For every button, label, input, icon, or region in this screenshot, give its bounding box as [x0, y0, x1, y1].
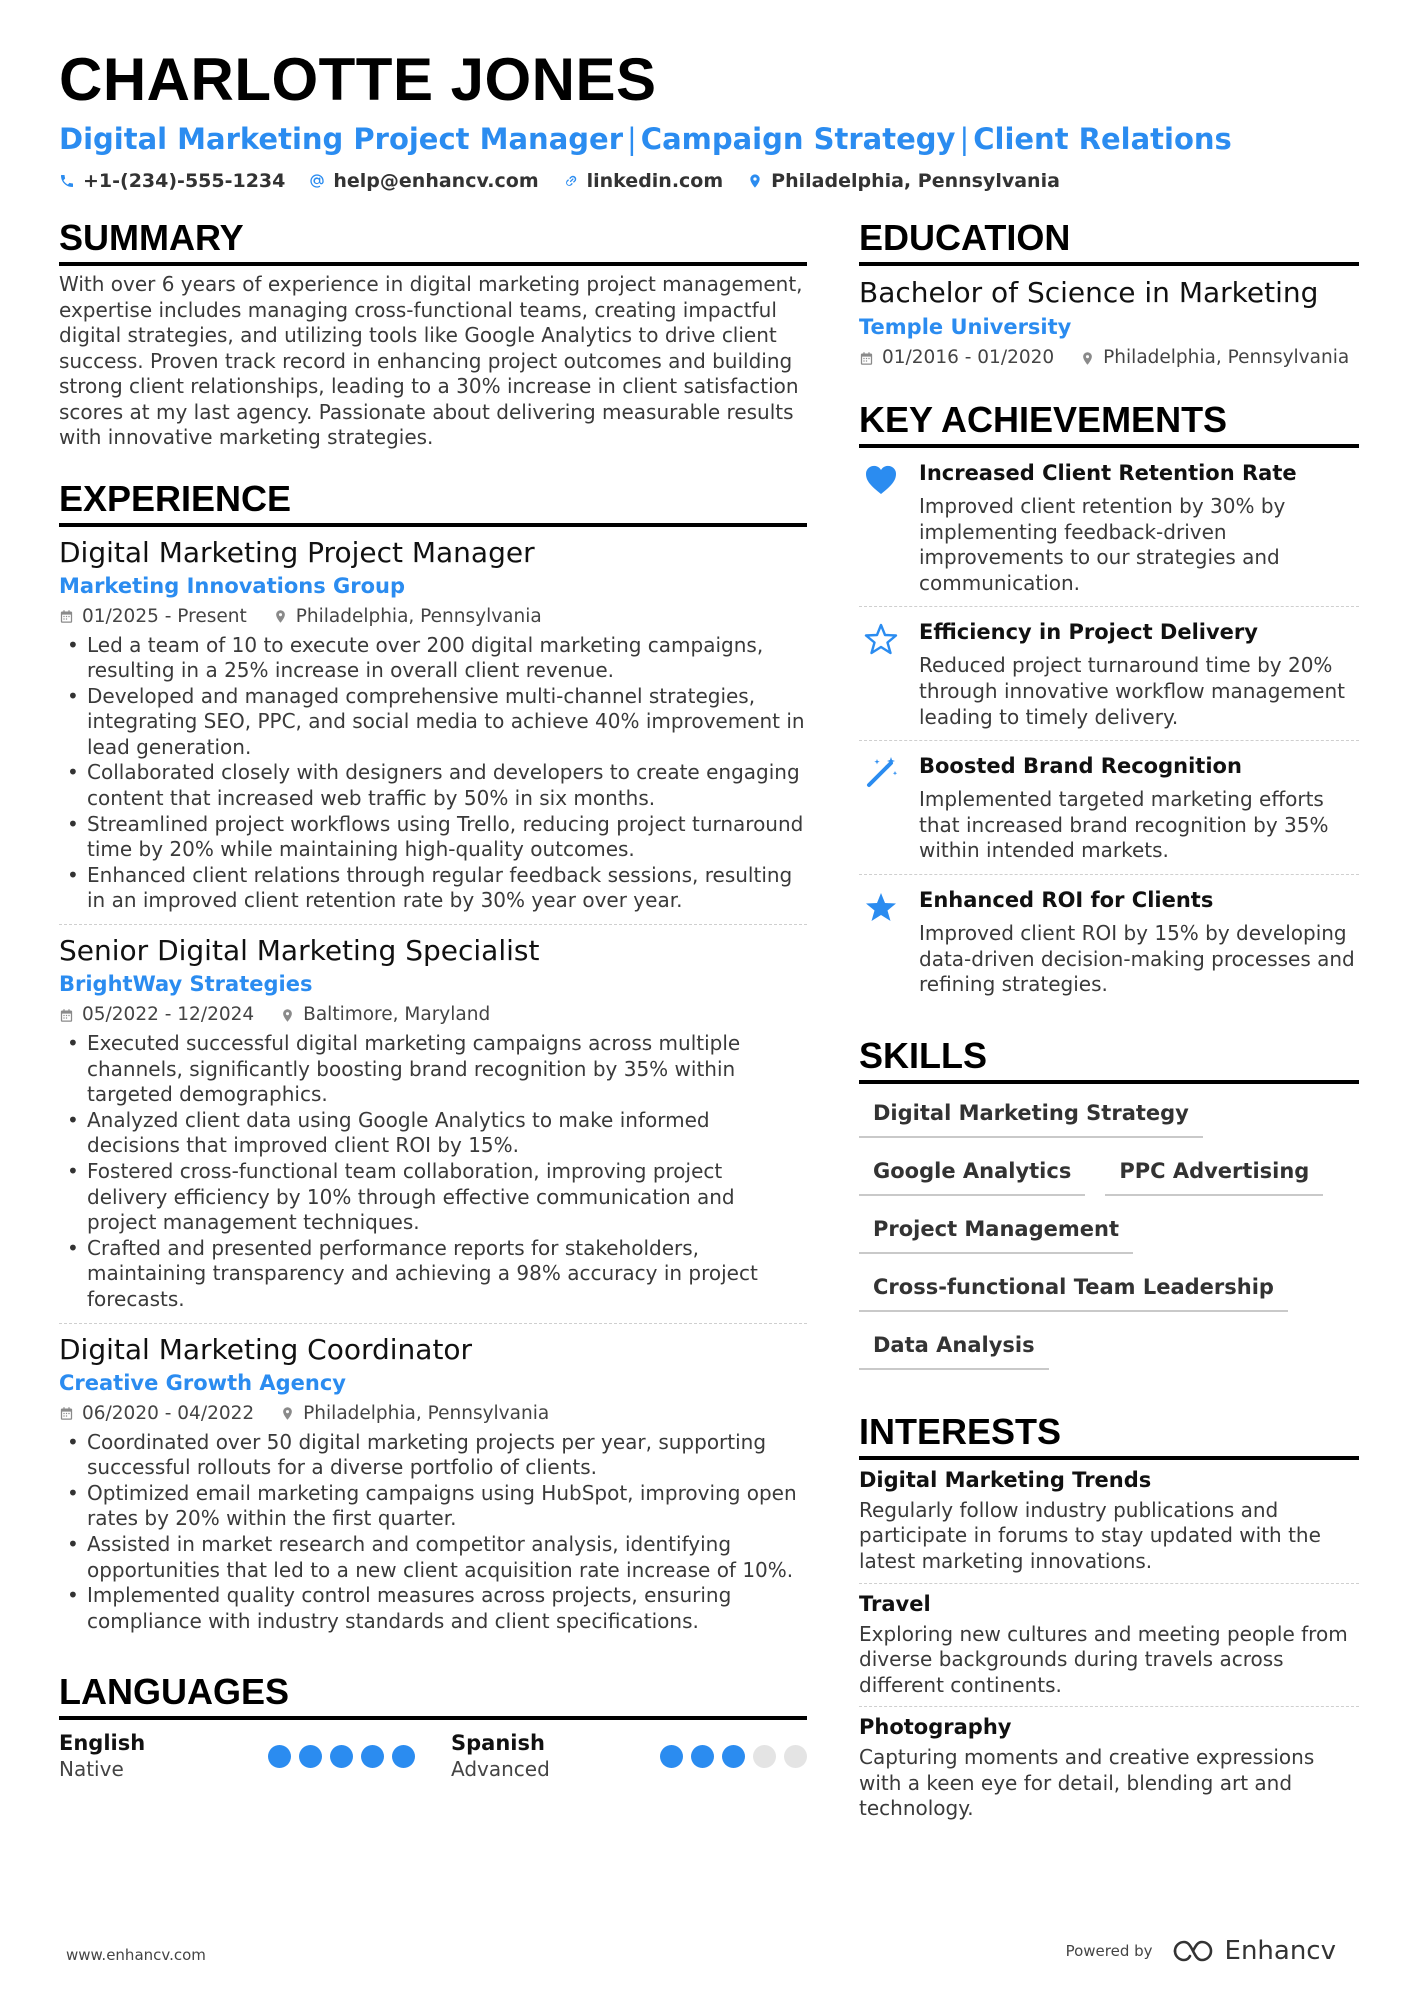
job-location-text: Philadelphia, Pennsylvania	[295, 605, 542, 627]
achievement-body	[919, 887, 1359, 998]
job-location-text: Philadelphia, Pennsylvania	[303, 1402, 550, 1424]
achievement-title: Enhanced ROI for Clients	[919, 887, 1214, 912]
job-bullets	[59, 633, 807, 915]
interest-item	[859, 1584, 1359, 1708]
star-outline-icon	[863, 621, 899, 657]
candidate-name: CHARLOTTE JONES	[59, 46, 657, 113]
headline-role: Digital Marketing Project Manager	[59, 122, 623, 156]
section-title-summary: SUMMARY	[59, 216, 807, 266]
map-pin-icon	[280, 1008, 295, 1023]
job-dates	[59, 603, 247, 631]
job-bullet: • Executed successful digital marketing campaigns across multiple channels, significantly boosting brand recognition by 35% within targeted demographics.	[59, 1031, 807, 1108]
rating-dot	[691, 1745, 714, 1768]
job-title: Digital Marketing Project Manager	[59, 535, 535, 569]
interest-desc: Capturing moments and creative expressions with a keen eye for detail, blending art and technology.	[859, 1745, 1315, 1821]
experience-section	[59, 477, 807, 1645]
interest-desc: Regularly follow industry publications and participate in forums to stay updated with the latest marketing innovations.	[859, 1497, 1321, 1573]
skill-tag: Digital Marketing Strategy	[859, 1094, 1203, 1138]
achievement-icon-wrap	[859, 753, 903, 864]
language-item	[59, 1730, 415, 1782]
footer-website[interactable]: www.enhancv.com	[66, 1946, 206, 1964]
languages-list	[59, 1730, 807, 1782]
job-meta	[59, 1400, 807, 1428]
summary-text: With over 6 years of experience in digital marketing project management, expertise includes managing cross-functional teams, creating impactful digital strategies, and utilizing tools like Google Analytics to drive client success. Proven track record in enhancing project outcomes and building strong client relationships, leading to a 30% increase in client satisfaction scores at my last agency. Passionate about delivering measurable results with innovative marketing strategies.	[59, 272, 803, 449]
job-bullet: • Fostered cross-functional team collaboration, improving project delivery efficiency by 10% through effective communication and project management techniques.	[59, 1159, 807, 1236]
achievement-item	[859, 875, 1359, 1008]
achievement-title: Efficiency in Project Delivery	[919, 620, 1258, 645]
brand-name: Enhancv	[1224, 1936, 1336, 1966]
headline	[59, 120, 1351, 158]
contact-bar	[59, 170, 1351, 192]
company-name[interactable]: BrightWay Strategies	[59, 972, 313, 997]
education-location-text: Philadelphia, Pennsylvania	[1103, 347, 1350, 368]
language-item	[451, 1730, 807, 1782]
job-bullet: • Assisted in market research and competitor analysis, identifying opportunities that led to a new client acquisition rate increase of 10%.	[59, 1532, 807, 1583]
language-info	[59, 1730, 145, 1782]
interest-item	[859, 1460, 1359, 1584]
job-dates-text: 06/2020 - 04/2022	[82, 1402, 255, 1424]
section-title-languages: LANGUAGES	[59, 1670, 807, 1720]
powered-by-text: Powered by	[1065, 1942, 1153, 1960]
skills-section	[859, 1034, 1359, 1384]
achievement-desc: Reduced project turnaround time by 20% through innovative workflow management leading to timely delivery.	[919, 653, 1345, 729]
job-dates-text: 01/2025 - Present	[82, 605, 247, 627]
job-title: Digital Marketing Coordinator	[59, 1332, 473, 1366]
phone-number: +1-(234)-555-1234	[83, 170, 286, 192]
experience-list	[59, 527, 807, 1645]
calendar-icon	[59, 1008, 74, 1023]
star-filled-icon	[863, 889, 899, 925]
calendar-icon	[59, 1406, 74, 1421]
skill-tag: Project Management	[859, 1210, 1133, 1254]
skills-list	[859, 1094, 1359, 1384]
interest-title: Travel	[859, 1591, 931, 1616]
map-pin-icon	[1080, 351, 1095, 366]
resume-header	[59, 44, 1351, 192]
achievement-title: Boosted Brand Recognition	[919, 754, 1242, 779]
rating-dot	[753, 1745, 776, 1768]
languages-section	[59, 1670, 807, 1782]
section-title-skills: SKILLS	[859, 1034, 1359, 1084]
at-sign-icon	[309, 173, 325, 189]
achievement-item	[859, 741, 1359, 875]
rating-dot	[361, 1745, 384, 1768]
achievement-body	[919, 753, 1359, 864]
section-title-education: EDUCATION	[859, 216, 1359, 266]
job-bullet: • Developed and managed comprehensive multi-channel strategies, integrating SEO, PPC, and social media to achieve 40% improvement in lead generation.	[59, 684, 807, 761]
job-location	[273, 603, 542, 631]
headline-focus-1: Campaign Strategy	[640, 122, 956, 156]
contact-location	[747, 170, 1060, 192]
email-address: help@enhancv.com	[333, 170, 539, 192]
job-dates	[59, 1400, 254, 1428]
language-name: English	[59, 1731, 146, 1756]
map-pin-icon	[747, 173, 763, 189]
education-dates-text: 01/2016 - 01/2020	[882, 347, 1055, 368]
job-meta	[59, 1001, 807, 1029]
achievement-desc: Improved client retention by 30% by implementing feedback-driven improvements to our strategies and communication.	[919, 494, 1286, 595]
job-bullet: • Optimized email marketing campaigns using HubSpot, improving open rates by 20% within the first quarter.	[59, 1481, 807, 1532]
education-dates	[859, 344, 1054, 372]
achievement-body	[919, 619, 1359, 730]
location-text: Philadelphia, Pennsylvania	[771, 170, 1060, 192]
job-location	[280, 1400, 549, 1428]
job-title: Senior Digital Marketing Specialist	[59, 934, 540, 968]
job-dates	[59, 1001, 254, 1029]
contact-phone[interactable]	[59, 170, 285, 192]
language-name: Spanish	[451, 1731, 545, 1756]
website-link: linkedin.com	[586, 170, 724, 192]
section-title-achievements: KEY ACHIEVEMENTS	[859, 398, 1359, 448]
job-bullet: • Analyzed client data using Google Analytics to make informed decisions that improved client ROI by 15%.	[59, 1108, 807, 1159]
achievement-item	[859, 607, 1359, 741]
headline-separator: |	[627, 122, 637, 156]
language-rating	[660, 1745, 807, 1768]
section-title-experience: EXPERIENCE	[59, 477, 807, 527]
achievement-desc: Implemented targeted marketing efforts that increased brand recognition by 35% within intended markets.	[919, 787, 1329, 863]
section-title-interests: INTERESTS	[859, 1410, 1359, 1460]
achievement-title: Increased Client Retention Rate	[919, 461, 1297, 485]
job-bullet: • Led a team of 10 to execute over 200 digital marketing campaigns, resulting in a 25% increase in overall client revenue.	[59, 633, 807, 684]
heart-icon	[863, 462, 899, 498]
language-rating	[268, 1745, 415, 1768]
education-section	[859, 216, 1359, 372]
rating-dot	[268, 1745, 291, 1768]
summary-section	[59, 216, 807, 451]
experience-entry	[59, 527, 807, 926]
achievement-icon-wrap	[859, 619, 903, 730]
footer-branding	[1066, 1936, 1336, 1966]
education-meta	[859, 344, 1359, 372]
job-location	[280, 1001, 490, 1029]
rating-dot	[299, 1745, 322, 1768]
job-bullet: • Crafted and presented performance reports for stakeholders, maintaining transparency and achieving a 98% accuracy in project forecasts.	[59, 1236, 807, 1313]
left-column	[59, 216, 807, 1808]
job-bullet: • Implemented quality control measures across projects, ensuring compliance with industry standards and client specifications.	[59, 1583, 807, 1634]
achievement-desc: Improved client ROI by 15% by developing data-driven decision-making processes and refining strategies.	[919, 920, 1355, 997]
right-column	[859, 216, 1359, 1856]
language-level: Native	[59, 1757, 124, 1782]
rating-dot	[722, 1745, 745, 1768]
job-dates-text: 05/2022 - 12/2024	[82, 1004, 255, 1026]
job-bullet: • Collaborated closely with designers and developers to create engaging content that increased web traffic by 50% in six months.	[59, 760, 807, 811]
contact-website[interactable]	[563, 170, 724, 192]
education-location	[1080, 344, 1349, 372]
interests-section	[859, 1410, 1359, 1830]
job-bullet: • Enhanced client relations through regular feedback sessions, resulting in an improved client retention rate by 30% year over year.	[59, 863, 807, 914]
headline-separator: |	[959, 122, 970, 156]
skill-tag: Data Analysis	[859, 1326, 1049, 1370]
interest-title: Photography	[859, 1715, 1012, 1740]
interest-item	[859, 1707, 1359, 1830]
achievement-body	[919, 460, 1359, 596]
magic-wand-icon	[863, 755, 899, 791]
skill-tag: Cross-functional Team Leadership	[859, 1268, 1288, 1312]
rating-dot	[784, 1745, 807, 1768]
job-meta	[59, 603, 807, 631]
map-pin-icon	[280, 1406, 295, 1421]
enhancv-logo-icon	[1173, 1938, 1217, 1964]
achievements-list	[859, 448, 1359, 1008]
achievements-section	[859, 398, 1359, 1008]
skill-tag: Google Analytics	[859, 1152, 1085, 1196]
language-info	[451, 1730, 550, 1782]
achievement-icon-wrap	[859, 460, 903, 596]
experience-entry	[59, 1324, 807, 1645]
interests-list	[859, 1460, 1359, 1830]
language-level: Advanced	[451, 1757, 550, 1782]
rating-dot	[330, 1745, 353, 1768]
interest-desc: Exploring new cultures and meeting people from diverse backgrounds during travels across different continents.	[859, 1621, 1348, 1697]
company-name[interactable]: Creative Growth Agency	[59, 1370, 346, 1395]
interest-title: Digital Marketing Trends	[859, 1467, 1152, 1492]
skill-tag: PPC Advertising	[1105, 1152, 1323, 1196]
brand-logo[interactable]	[1173, 1936, 1336, 1966]
education-degree: Bachelor of Science in Marketing	[859, 276, 1319, 309]
map-pin-icon	[273, 609, 288, 624]
link-icon	[563, 173, 579, 189]
phone-icon	[59, 173, 75, 189]
rating-dot	[660, 1745, 683, 1768]
calendar-icon	[859, 351, 874, 366]
rating-dot	[392, 1745, 415, 1768]
company-name[interactable]: Marketing Innovations Group	[59, 573, 406, 598]
job-bullets	[59, 1031, 807, 1313]
achievement-icon-wrap	[859, 887, 903, 998]
experience-entry	[59, 925, 807, 1324]
contact-email[interactable]	[309, 170, 538, 192]
job-bullet: • Streamlined project workflows using Trello, reducing project turnaround time by 20% while maintaining high-quality outcomes.	[59, 812, 807, 863]
calendar-icon	[59, 609, 74, 624]
job-bullets	[59, 1430, 807, 1635]
education-school: Temple University	[859, 315, 1072, 339]
achievement-item	[859, 448, 1359, 607]
job-bullet: • Coordinated over 50 digital marketing projects per year, supporting successful rollouts for a diverse portfolio of clients.	[59, 1430, 807, 1481]
job-location-text: Baltimore, Maryland	[303, 1004, 491, 1026]
headline-focus-2: Client Relations	[973, 122, 1232, 156]
